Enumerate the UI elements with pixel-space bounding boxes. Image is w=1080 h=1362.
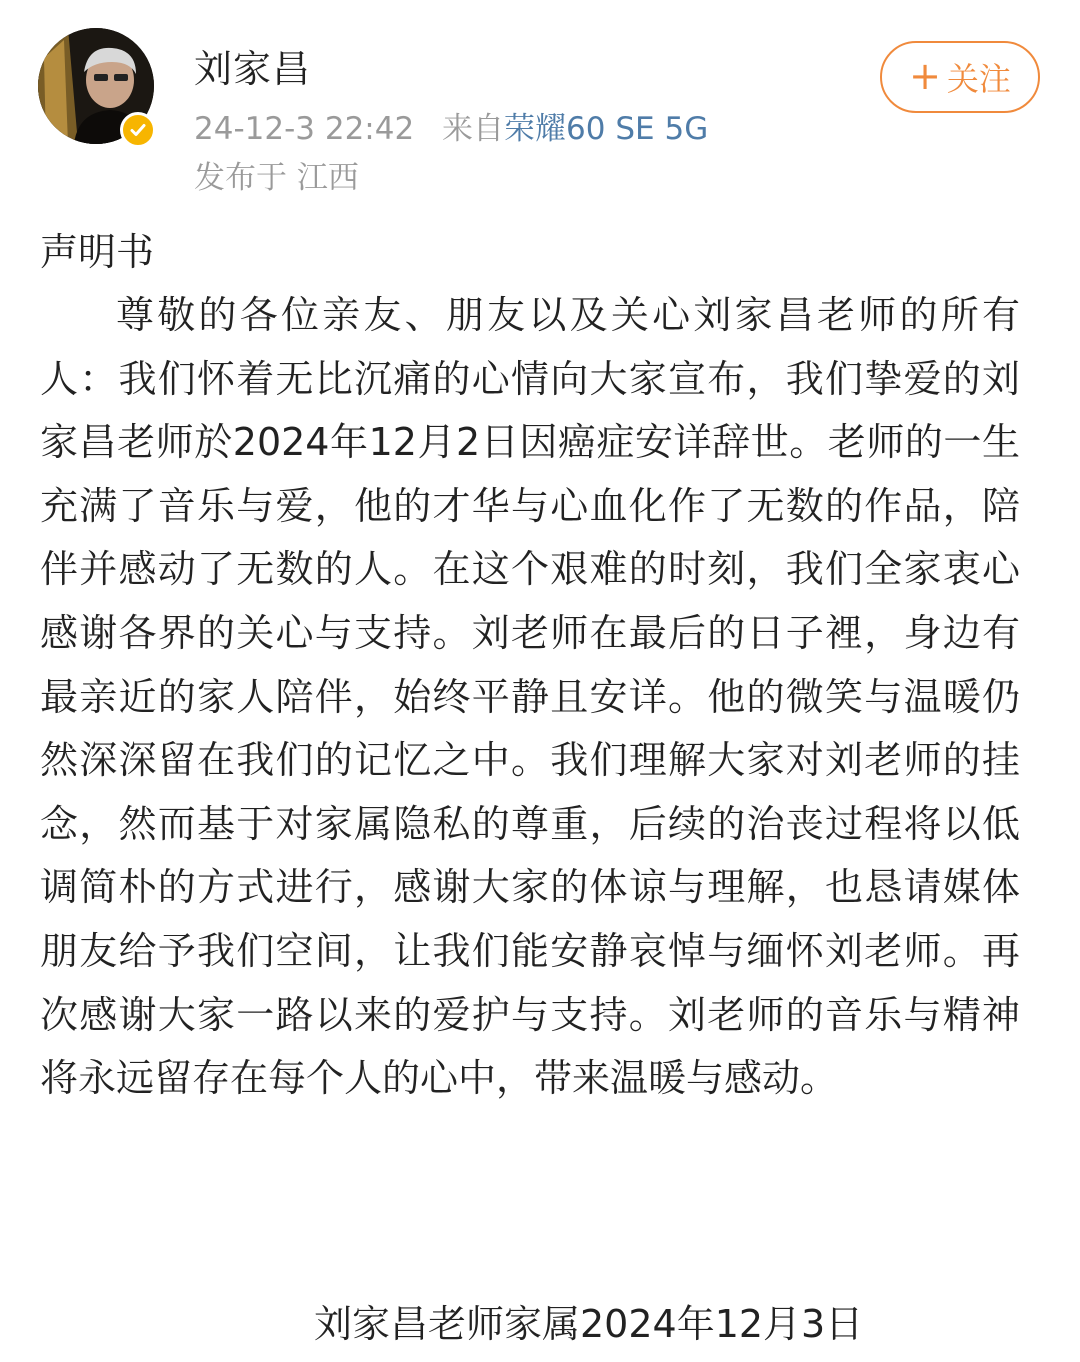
verified-badge-icon <box>120 112 156 148</box>
post-meta <box>194 103 708 148</box>
plus-icon: + <box>909 53 941 98</box>
follow-button-label: 关注 <box>946 60 1011 98</box>
author-name[interactable]: 刘家昌 <box>194 47 312 91</box>
post-content <box>40 220 1020 1111</box>
post-location: 发布于 江西 <box>194 160 359 196</box>
post-text: 尊敬的各位亲友、朋友以及关心刘家昌老师的所有人：我们怀着无比沉痛的心情向大家宣布，我们挚爱的刘家昌老师於2024年12月2日因癌症安详辞世。老师的一生充满了音乐与爱，他的才华与心血化作了无数的作品，陪伴并感动了无数的人。在这个艰难的时刻，我们全家衷心感谢各界的关心与支持。刘老师在最后的日子裡，身边有最亲近的家人陪伴，始终平静且安详。他的微笑与温暖仍然深深留在我们的记忆之中。我们理解大家对刘老师的挂念，然而基于对家属隐私的尊重，后续的治丧过程将以低调简朴的方式进行，感谢大家的体谅与理解，也恳请媒体朋友给予我们空间，让我们能安静哀悼与缅怀刘老师。再次感谢大家一路以来的爱护与支持。刘老师的音乐与精神将永远留存在每个人的心中，带来温暖与感动。 <box>40 293 1020 1101</box>
post-header <box>0 0 1080 200</box>
source-prefix: 来自 <box>442 111 505 147</box>
post-signature: 刘家昌老师家属2024年12月3日 <box>314 1302 864 1346</box>
device-link[interactable]: 荣耀60 SE 5G <box>504 111 709 147</box>
post-timestamp: 24-12-3 22:42 <box>194 111 415 147</box>
post-title: 声明书 <box>40 230 155 274</box>
follow-button[interactable] <box>880 41 1040 113</box>
